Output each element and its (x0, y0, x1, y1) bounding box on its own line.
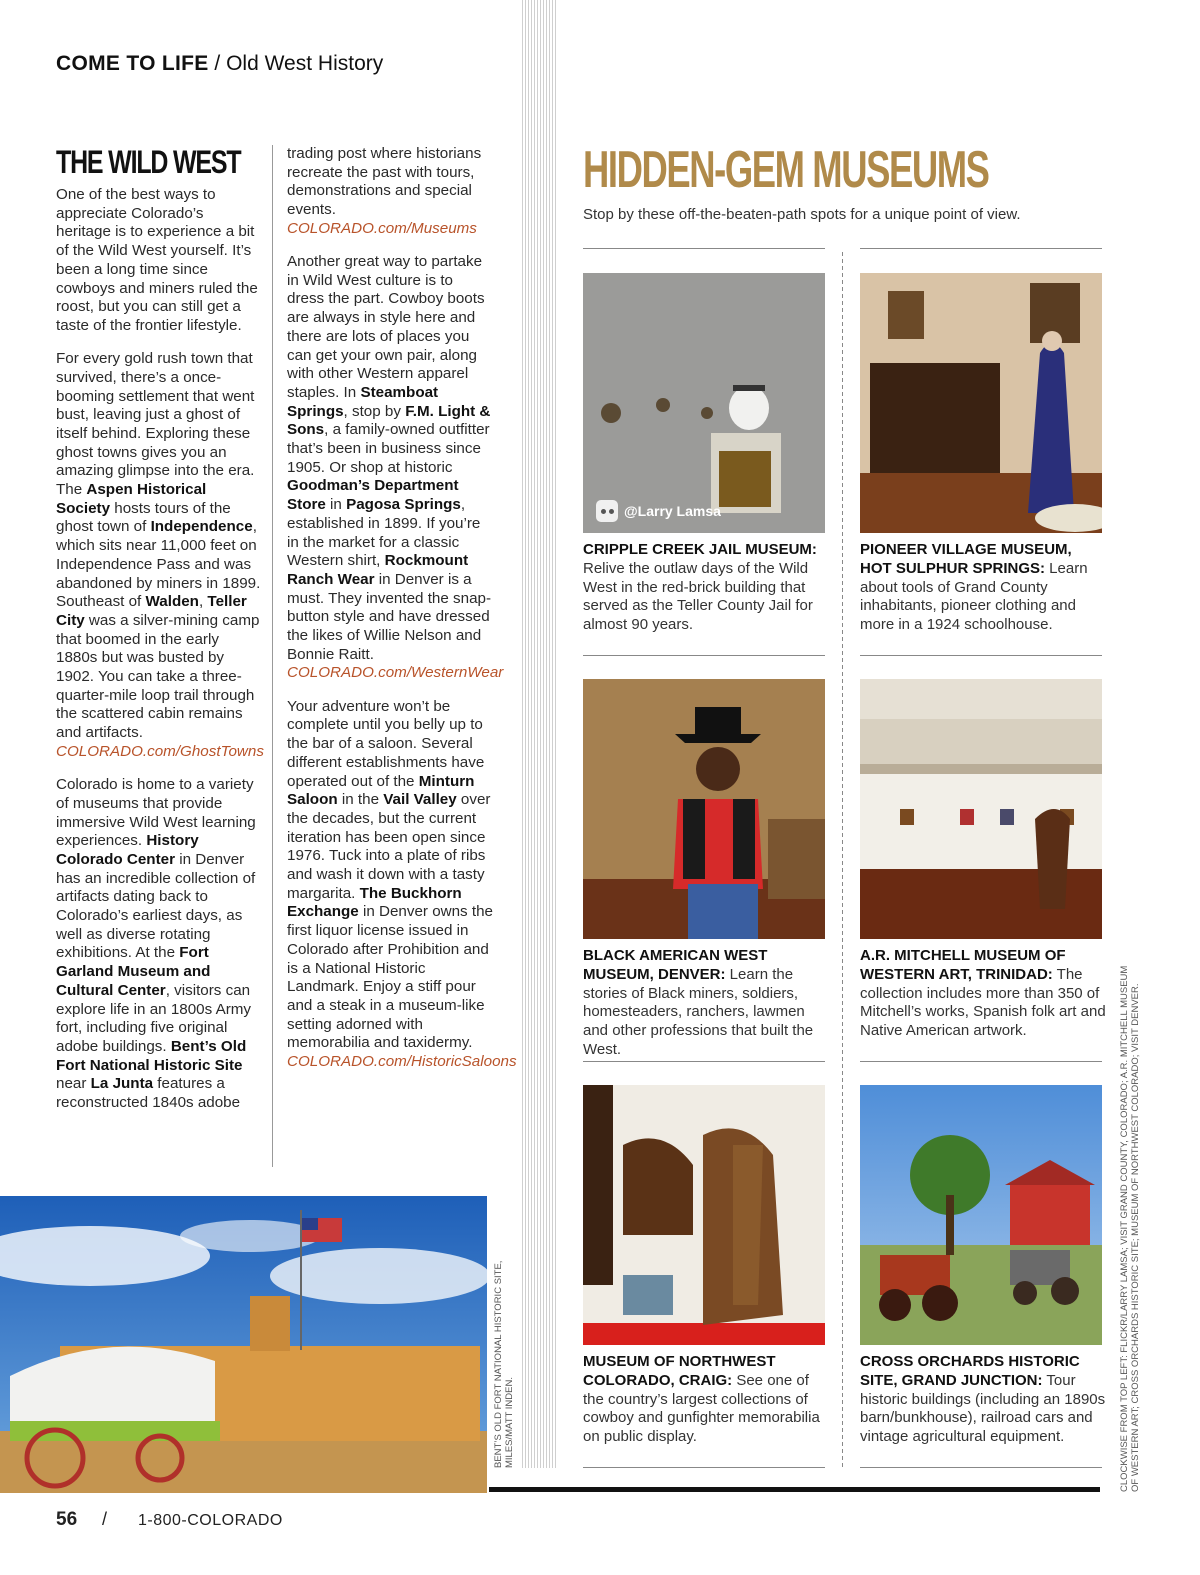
card-rule (860, 1061, 1102, 1062)
article-column-1 (56, 186, 262, 1127)
paragraph: Your adventure won’t be complete until you belly up to the bar of a saloon. Several different establishments have operated out of the Minturn Saloon in the Vail Valley over the decades, but the current iteration has been open since 1976. Tuck into a plate of ribs and wash it down with a tasty margarita. The Buckhorn Exchange in Denver owns the first liquor license issued in Colorado after Prohibition and is a National Historic Landmark. Enjoy a stiff pour and a steak in a museum-like setting adorned with memorabilia and taxidermy. COLORADO.com/HistoricSaloons (287, 697, 517, 1071)
flickr-icon (596, 500, 618, 522)
card-column-divider (842, 252, 843, 1467)
card-rule (583, 1061, 825, 1062)
paragraph: Another great way to partake in Wild West culture is to dress the part. Cowboy boots are always in style here and there are lots of places you can get your own pair, along with other Western apparel staples. In Steamboat Springs, stop by F.M. Light & Sons, a family-owned outfitter that’s been in business since 1905. Or shop at historic Goodman’s Department Store in Pagosa Springs, established in 1899. If you’re in the market for a classic Western shirt, Rockmount Ranch Wear in Denver is a must. They invented the snap-button style and have dressed the likes of Willie Nelson and Bonnie Raitt. COLORADO.com/WesternWear (287, 253, 504, 682)
museum-caption: CROSS ORCHARDS HISTORIC SITE, GRAND JUNCTION: Tour historic buildings (including an 1890s barn/bunkhouse), railroad cars and vintage agricultural equipment. (860, 1353, 1106, 1446)
section-subtitle: Old West History (226, 52, 384, 75)
hidden-gems-heading: HIDDEN-GEM MUSEUMS (583, 141, 989, 199)
photo-credits-right: CLOCKWISE FROM TOP LEFT: FLICKR/LARRY LAMSA; VISIT GRAND COUNTY, COLORADO; A.R. MITCHELL MUSEUM OF WESTERN ART; CROSS ORCHARDS HISTORIC SITE; MUSEUM OF NORTHWEST COLORADO; VISIT DENVER. (1119, 965, 1141, 1492)
card-rule (583, 248, 825, 249)
mitchell-museum-photo (860, 679, 1102, 939)
photo-credit-tag (596, 500, 721, 522)
card-rule (860, 1467, 1102, 1468)
photo-credit-handle: @Larry Lamsa (624, 503, 721, 519)
museum-caption: PIONEER VILLAGE MUSEUM, HOT SULPHUR SPRINGS: Learn about tools of Grand County inhabitants, pioneer clothing and more in a 1924 schoolhouse. (860, 541, 1088, 634)
column-divider (272, 145, 273, 1167)
section-name: COME TO LIFE (56, 52, 209, 75)
black-american-west-photo (583, 679, 825, 939)
paragraph: For every gold rush town that survived, there’s a once-booming settlement that went bust, leaving just a ghost of itself behind. Exploring these ghost towns gives you an amazing glimpse into the era. The Aspen Historical Society hosts tours of the ghost town of Independence, which sits near 11,000 feet on Independence Pass and was abandoned by miners in 1899. Southeast of Walden, Teller City was a silver-mining camp that boomed in the early 1880s but was busted by 1902. You can take a three-quarter-mile loop trail through the scattered cabin remains and artifacts. COLORADO.com/GhostTowns (56, 350, 264, 760)
western-wear-link[interactable]: COLORADO.com/WesternWear (287, 664, 504, 682)
historic-saloons-link[interactable]: COLORADO.com/HistoricSaloons (287, 1053, 517, 1071)
northwest-colorado-museum-photo (583, 1085, 825, 1345)
cross-orchards-photo (860, 1085, 1102, 1345)
cripple-creek-jail-photo (583, 273, 825, 533)
card-rule (583, 655, 825, 656)
paragraph: Colorado is home to a variety of museums that provide immersive Wild West learning experiences. History Colorado Center in Denver has an incredible collection of artifacts dating back to Colorado’s earliest days, as well as diverse rotating exhibitions. At the Fort Garland Museum and Cultural Center, visitors can explore life in an 1800s Army fort, including five original adobe buildings. Bent’s Old Fort National Historic Site near La Junta features a reconstructed 1840s adobe (56, 776, 256, 1112)
card-rule (583, 1467, 825, 1468)
article-column-2 (287, 145, 517, 1086)
center-rule (522, 0, 558, 1468)
bottom-rule (489, 1487, 1100, 1492)
paragraph: One of the best ways to appreciate Colorado’s heritage is to experience a bit of the Wild West yourself. It’s been a long time since cowboys and miners ruled the roost, but you can still get a taste of the frontier lifestyle. (56, 186, 258, 334)
section-header (56, 52, 383, 76)
pioneer-village-photo (860, 273, 1102, 533)
hidden-gems-intro: Stop by these off-the-beaten-path spots for a unique point of view. (583, 206, 1021, 223)
page-number: 56 (56, 1509, 78, 1530)
header-separator: / (214, 52, 221, 75)
phone-number: 1-800-COLORADO (138, 1512, 283, 1529)
museum-caption: CRIPPLE CREEK JAIL MUSEUM: Relive the outlaw days of the Wild West in the red-brick building that served as the Teller County Jail for almost 90 years. (583, 541, 817, 634)
bents-old-fort-photo (0, 1196, 487, 1493)
card-rule (860, 655, 1102, 656)
museum-caption: BLACK AMERICAN WEST MUSEUM, DENVER: Learn the stories of Black miners, soldiers, homesteaders, ranchers, lawmen and other professions that built the West. (583, 947, 814, 1058)
ghost-towns-link[interactable]: COLORADO.com/GhostTowns (56, 742, 264, 760)
museum-caption: MUSEUM OF NORTHWEST COLORADO, CRAIG: See one of the country’s largest collections of cowboy and gunfighter memorabilia on public display. (583, 1353, 820, 1446)
wild-west-heading: THE WILD WEST (56, 144, 241, 180)
card-rule (860, 248, 1102, 249)
photo-credit-bents: BENT’S OLD FORT NATIONAL HISTORIC SITE, MILES/MATT INDEN. (493, 1260, 515, 1468)
footer-separator: / (102, 1509, 108, 1529)
museum-caption: A.R. MITCHELL MUSEUM OF WESTERN ART, TRINIDAD: The collection includes more than 350 of Mitchell’s works, Spanish folk art and Native American artwork. (860, 947, 1106, 1040)
museums-link[interactable]: COLORADO.com/Museums (287, 219, 477, 237)
paragraph: trading post where historians recreate the past with tours, demonstrations and special events. COLORADO.com/Museums (287, 145, 482, 237)
